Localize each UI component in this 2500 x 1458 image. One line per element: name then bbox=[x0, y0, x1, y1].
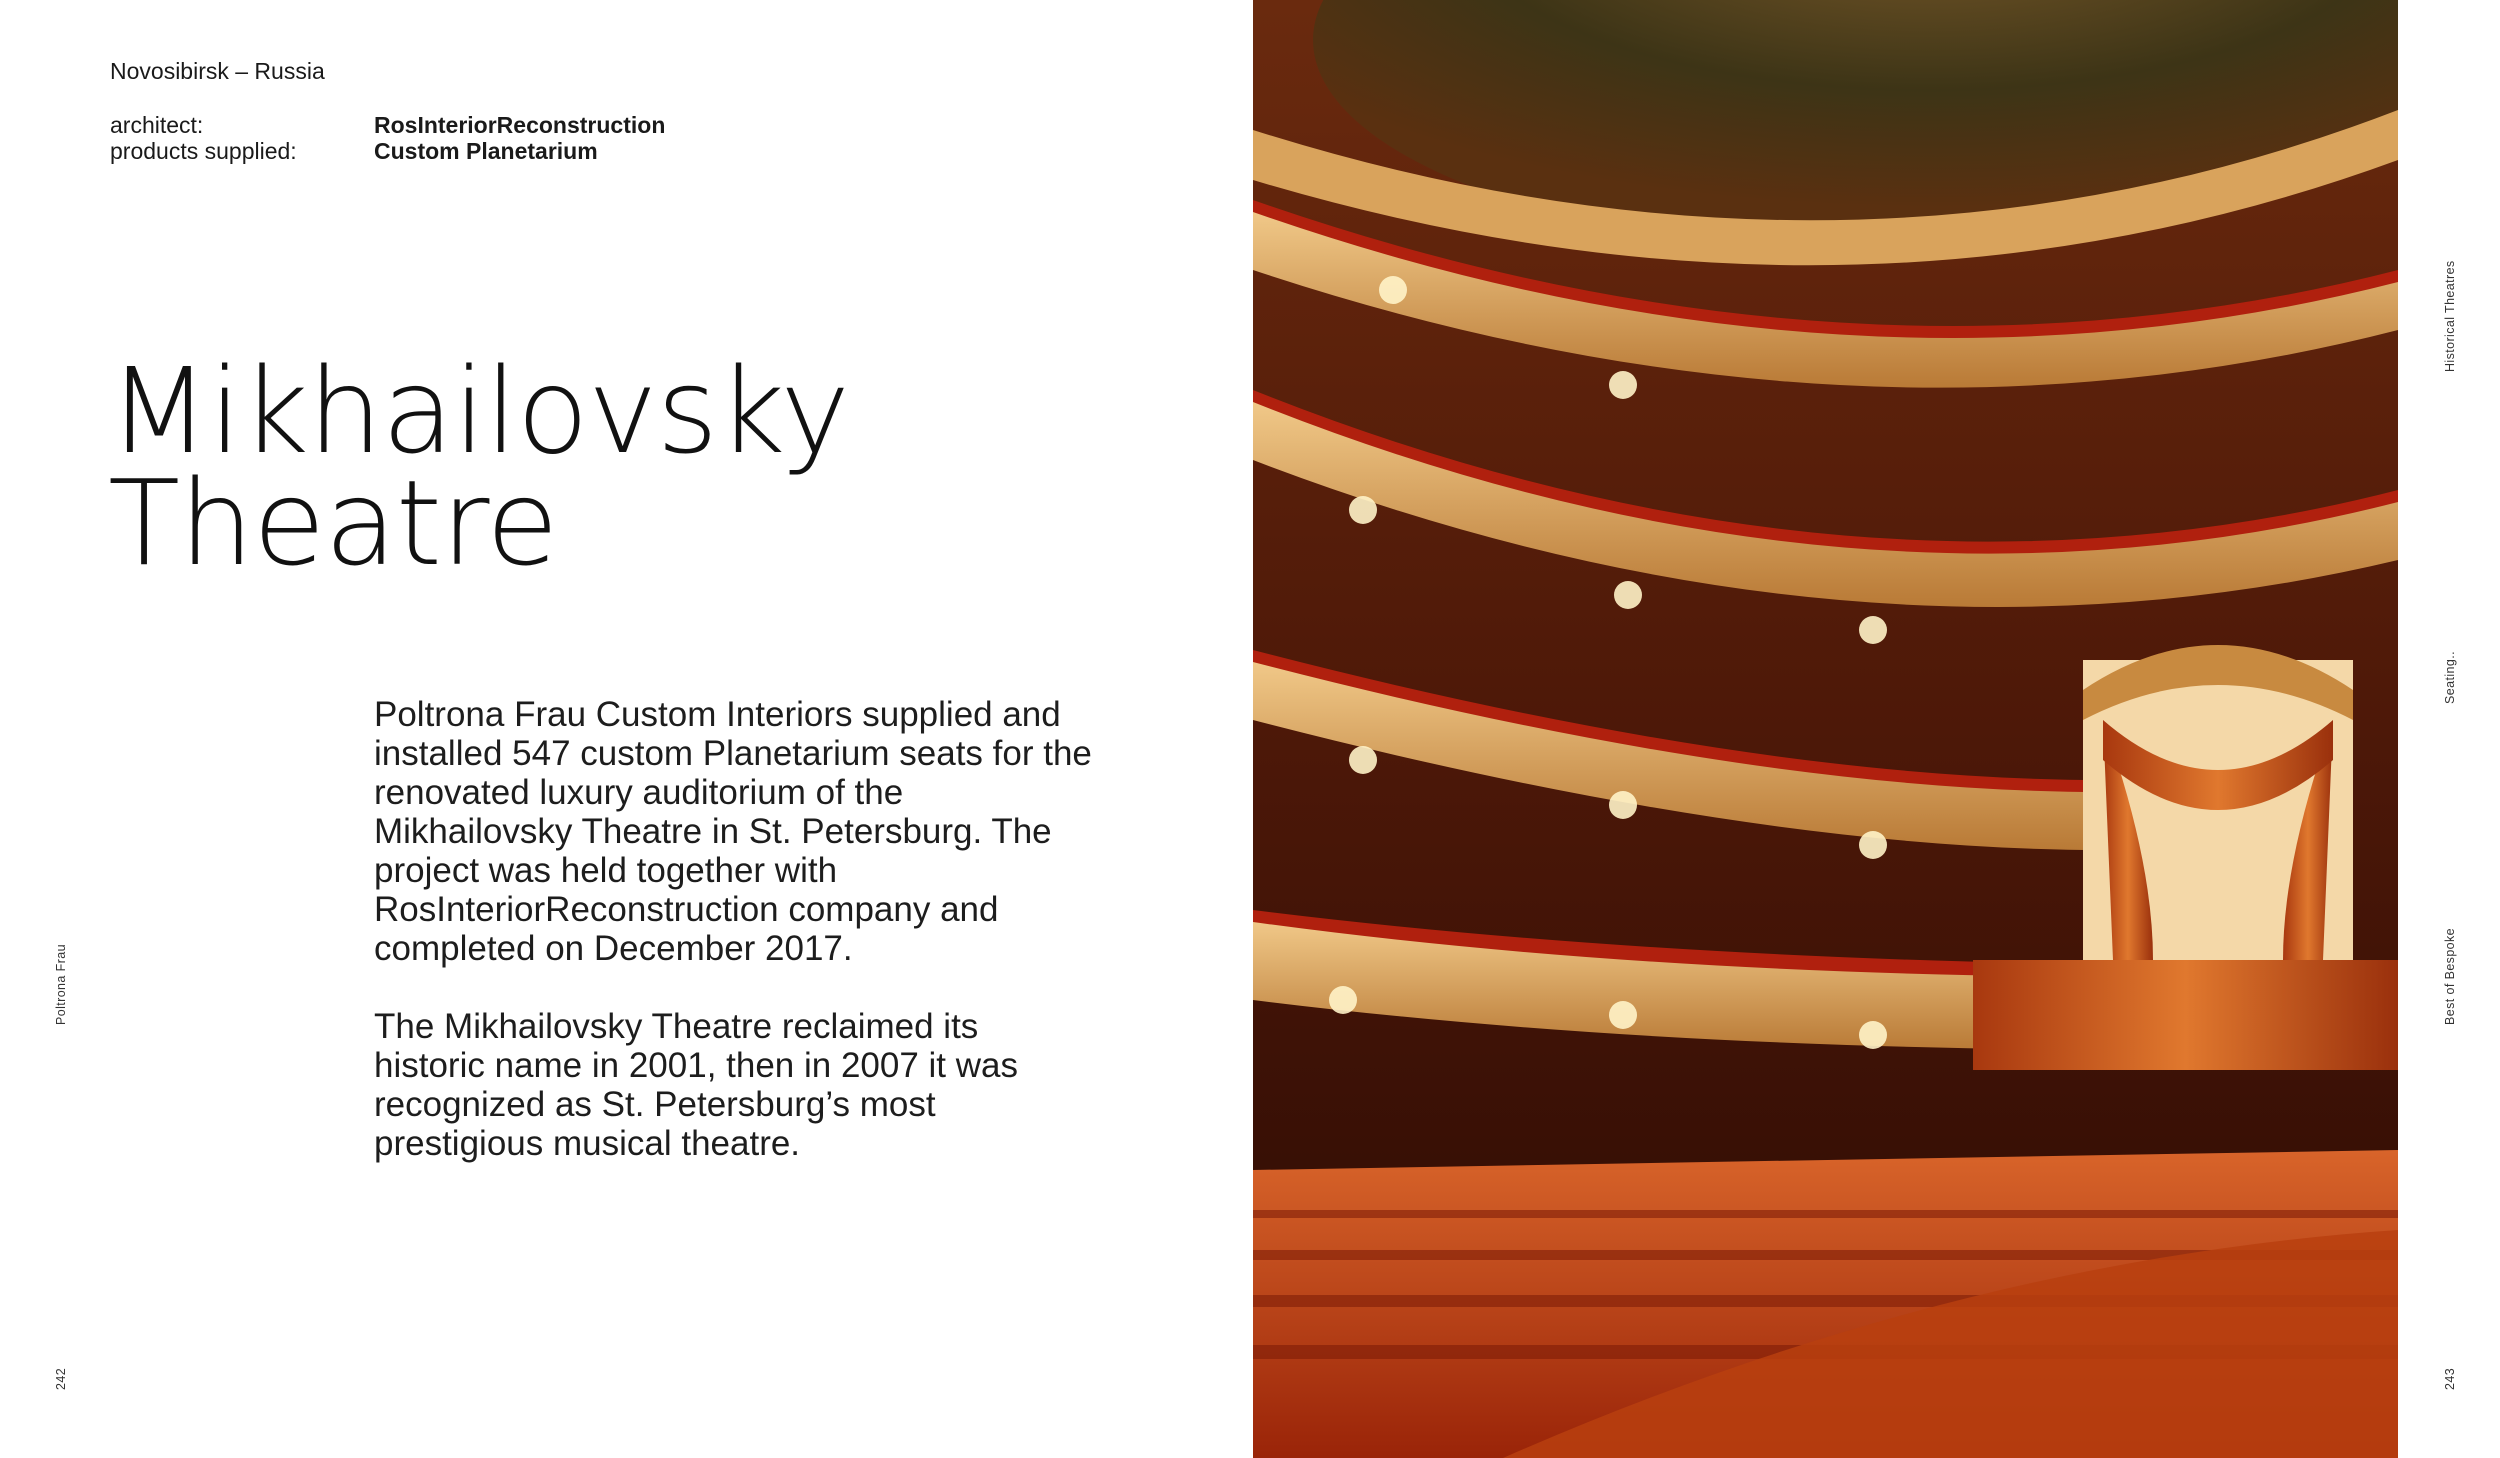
title-line-2: Theatre bbox=[108, 454, 558, 592]
credit-value-products: Custom Planetarium bbox=[374, 138, 598, 164]
page-number-left: 242 bbox=[54, 1367, 68, 1390]
brand-running-head: Poltrona Frau bbox=[54, 944, 68, 1025]
theatre-photo bbox=[1253, 0, 2398, 1458]
credit-row-architect bbox=[110, 112, 665, 138]
page-title bbox=[108, 342, 850, 592]
body-text bbox=[374, 695, 1094, 1202]
section-label-historical-theatres: Historical Theatres bbox=[2443, 260, 2457, 372]
credit-row-products bbox=[110, 138, 665, 164]
credit-label-products: products supplied: bbox=[110, 138, 297, 164]
section-label-best-of-bespoke: Best of Bespoke bbox=[2443, 927, 2457, 1025]
page-number-right: 243 bbox=[2443, 1367, 2457, 1390]
body-paragraph-1: Poltrona Frau Custom Interiors supplied and installed 547 custom Planetarium seats for the renovated luxury auditorium of the Mikhailovsky Theatre in St. Petersburg. The project was held together with RosInteriorReconstruction company and completed on December 2017. bbox=[374, 695, 1092, 968]
project-credits bbox=[110, 112, 665, 164]
theatre-auditorium-image bbox=[1253, 0, 2398, 1458]
section-label-seating: Seating.. bbox=[2443, 651, 2457, 704]
location: Novosibirsk – Russia bbox=[110, 58, 325, 84]
title-line-1: Mikhailovsky bbox=[108, 342, 850, 480]
body-paragraph-2: The Mikhailovsky Theatre reclaimed its historic name in 2001, then in 2007 it was recognized as St. Petersburg’s most prestigious musical theatre. bbox=[374, 1007, 1018, 1163]
credit-value-architect: RosInteriorReconstruction bbox=[374, 112, 666, 138]
credit-label-architect: architect: bbox=[110, 112, 204, 138]
